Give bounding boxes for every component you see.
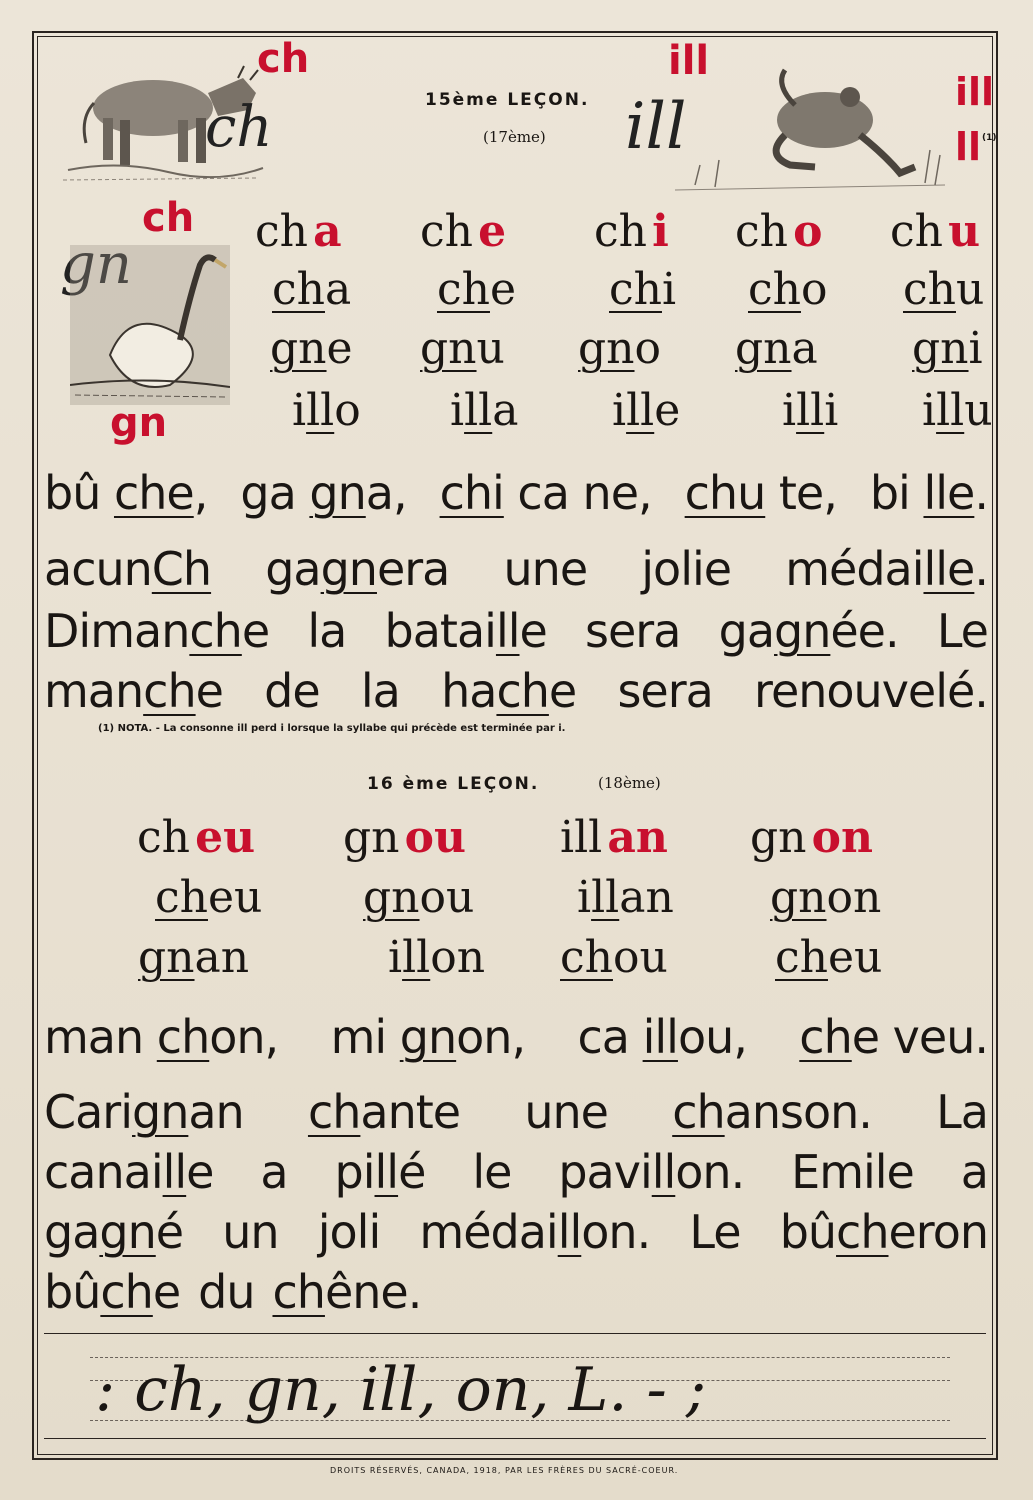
word-end: e veu. [851,1010,988,1064]
sentence-word [264,664,320,718]
word-underlined-part: ch [272,1265,325,1319]
syllable-rest: eu [207,872,263,923]
syllable-consonant: gn [750,812,807,863]
word [799,1010,988,1064]
word-start: mi [330,1010,400,1064]
syllable [922,385,993,436]
word-underlined-part: gn [399,1010,457,1064]
word-text: La [936,1085,988,1139]
syllable-underlined-part: ch [272,264,325,315]
word-text: sera [617,664,713,718]
cursive-practice-line: : ch, gn, ill, on, L. - ; [95,1355,707,1425]
word-text-end: an [188,1085,244,1139]
word [331,1010,526,1064]
sentence-word [198,1265,254,1319]
word [870,466,988,520]
word-end: on, [209,1010,279,1064]
syllable-underlined-part: ch [437,264,490,315]
word-text: jolie [641,542,732,596]
word-underlined-part: ll [495,604,520,658]
word-underlined-part: ch [836,1205,889,1259]
word-underlined-part: ch [156,1010,210,1064]
syllable-pair [750,812,873,863]
syllable-consonant: ch [594,206,647,257]
word-text-end: era [376,542,450,596]
syllable-rest: u [955,264,985,315]
sentence-word [44,1085,244,1139]
syllable-underlined-part: ll [306,385,335,436]
word-text: a [960,1145,988,1199]
word-underlined-part: ll [374,1145,399,1199]
word-text: médai [785,542,924,596]
sentence-word [385,604,547,658]
word-text: man [44,664,144,718]
syllable-rest: u [476,323,505,374]
syllable-pair [594,206,669,257]
sentence-word [936,1085,988,1139]
syllable-rest: ou [419,872,475,923]
word-underlined-part: ch [100,1265,153,1319]
syllable-pair [560,812,668,863]
syllable [138,932,249,983]
syllable-rest: i [824,385,839,436]
sentence-word [754,664,988,718]
syllable-vowel: u [948,206,981,257]
syllable-underlined-part: ch [748,264,801,315]
word-text: une [524,1085,608,1139]
sentence-word [441,664,576,718]
syllable-underlined-part: ll [402,932,431,983]
syllable-underlined-part: gn [912,323,969,374]
sentence-word [44,542,211,596]
syllable-underlined-part: gn [420,323,477,374]
syllable-pair [735,206,822,257]
syllable [612,385,680,436]
syllable-rest: e [326,323,353,374]
word-text: bû [44,1265,101,1319]
sentence-word [307,604,346,658]
word-text: le [472,1145,512,1199]
lesson15-sentence-line-3 [44,664,988,718]
left-print-gn: gn [110,400,168,446]
syllable-consonant: ch [255,206,308,257]
syllable-rest: u [964,385,993,436]
word-text: pavi [558,1145,652,1199]
syllable [270,323,353,374]
word-start: bi [869,466,924,520]
word-text: joli [317,1205,381,1259]
lesson15-subtitle: (17ème) [483,128,546,146]
word-text: Cari [44,1085,132,1139]
word-text-end: anson. [724,1085,872,1139]
word-text-end: e [241,604,270,658]
syllable-vowel: o [793,206,823,257]
syllable [437,264,516,315]
lesson15-sentence-line-1 [44,542,988,596]
word-underlined-part: ch [143,664,196,718]
word-start: ca [577,1010,643,1064]
sentence-word [361,664,400,718]
syllable-underlined-part: ch [775,932,828,983]
sentence-word [791,1145,914,1199]
sentence-word [672,1085,872,1139]
word-start: bû [44,466,114,520]
word-text: la [307,604,347,658]
syllable-underlined-part: ch [609,264,662,315]
syllable-rest: ou [612,932,668,983]
syllable-vowel: i [652,206,669,257]
syllable-consonant: ch [137,812,190,863]
word-text-end: e [186,1145,214,1199]
word [240,466,406,520]
word-underlined-part: lle [923,542,975,596]
lesson16-sentence-line-2 [44,1145,988,1199]
word-start: ga [240,466,310,520]
frog-illustration [675,55,950,195]
sentence-word [419,1205,650,1259]
syllable-underlined-part: gn [270,323,327,374]
word-underlined-part: ill [642,1010,678,1064]
syllable-vowel: e [478,206,507,257]
syllable-rest: o [634,323,662,374]
word-underlined-part: gn [132,1085,189,1139]
syllable [155,872,262,923]
syllable-consonant: gn [343,812,400,863]
word-text: Le [936,604,988,658]
word-text-end: e [548,664,577,718]
syllable [912,323,983,374]
word [44,466,207,520]
syllable-rest: e [489,264,517,315]
syllable [748,264,827,315]
word-underlined-part: ll [651,1145,676,1199]
syllable [577,872,674,923]
syllable-pair [137,812,255,863]
sentence-word [44,604,269,658]
corner-right-stack-ll: ll [955,125,982,169]
sentence-word [689,1205,740,1259]
syllable-underlined-part: ch [155,872,208,923]
syllable-rest: a [324,264,352,315]
syllable-pair [420,206,506,257]
syllable [609,264,676,315]
word-text: la [360,664,400,718]
word-underlined-part: che [113,466,194,520]
word-text-end: e [519,604,547,658]
syllable-underlined-part: gn [578,323,635,374]
syllable [578,323,661,374]
syllable-rest: a [791,323,818,374]
word-text-end: é [155,1205,184,1259]
word [440,466,652,520]
corner-right-print: ill [668,38,710,84]
corner-right-cursive: ill [625,90,687,164]
syllable-rest: an [619,872,674,923]
word [578,1010,747,1064]
lesson16-title: 16 ème LEÇON. [367,774,540,794]
word-text-end: eron [888,1205,988,1259]
word-text-end: e [195,664,223,718]
syllable-underlined-part: ll [591,872,620,923]
word-text: une [503,542,588,596]
word-underlined-part: ch [496,664,549,718]
word-text: un [222,1205,279,1259]
word [685,466,837,520]
syllable-consonant: ch [420,206,473,257]
syllable-vowel: on [811,812,873,863]
word-text-end: êne. [324,1265,422,1319]
word-underlined-part: ll [557,1205,582,1259]
word-text-end: ante [360,1085,461,1139]
word-end: ou, [677,1010,747,1064]
word-underlined-part: ch [307,1085,361,1139]
word-text: canai [44,1145,163,1199]
sentence-word [265,542,449,596]
lesson15-title: 15ème LEÇON. [425,90,590,110]
lesson16-sentence-line-4 [44,1265,421,1319]
sentence-word [335,1145,426,1199]
word-underlined-part: gn [320,542,377,596]
corner-left-print: ch [257,36,310,82]
sentence-word [222,1205,278,1259]
sentence-word [472,1145,511,1199]
syllable-rest: on [826,872,882,923]
syllable-pair [890,206,980,257]
lesson16-sentence-line-1 [44,1085,988,1139]
word-text: a [260,1145,288,1199]
sentence-word [44,1265,180,1319]
nota-marker: (1) [982,133,997,143]
syllable-rest: eu [827,932,883,983]
swan-illustration [70,245,230,405]
syllable-prefix: i [612,385,627,436]
lesson16-subtitle: (18ème) [598,774,661,792]
word-underlined-part: ch [672,1085,725,1139]
syllable [388,932,485,983]
word-text-end: é [398,1145,426,1199]
word-start: man [44,1010,157,1064]
sentence-word [44,1205,183,1259]
syllable-underlined-part: ll [796,385,825,436]
sentence-word [44,664,223,718]
syllable-vowel: ou [404,812,466,863]
syllable [735,323,818,374]
left-print-ch: ch [142,195,195,241]
syllable-pair [255,206,342,257]
sentence-word [272,1265,421,1319]
syllable-rest: e [654,385,681,436]
word-text: ha [441,664,497,718]
word-end: a, [365,466,407,520]
word-underlined-part: chu [684,466,766,520]
syllable-rest: i [661,264,677,315]
syllable-underlined-part: ll [626,385,655,436]
syllable-prefix: i [577,872,592,923]
copyright-footer: DROITS RÉSERVÉS, CANADA, 1918, PAR LES FRÈRES DU SACRÉ-COEUR. [330,1466,679,1475]
syllable [272,264,351,315]
word-text-end: ée. [830,604,899,658]
word [44,1010,278,1064]
word-text: Emile [791,1145,914,1199]
word-text: pi [334,1145,375,1199]
syllable-underlined-part: gn [138,932,195,983]
word-text: acun [44,542,152,596]
syllable-underlined-part: gn [770,872,827,923]
word-text: médai [419,1205,558,1259]
word-end: on, [456,1010,526,1064]
syllable-underlined-part: ll [936,385,965,436]
sentence-word [937,604,988,658]
nota-footnote: (1) NOTA. - La consonne ill perd i lorsque la syllabe qui précède est terminée par i. [98,723,566,734]
syllable [782,385,838,436]
sentence-word [308,1085,460,1139]
syllable-underlined-part: gn [363,872,420,923]
word-text: renouvelé. [754,664,988,718]
syllable-vowel: eu [195,812,256,863]
word-text: ga [265,542,321,596]
syllable-prefix: i [388,932,403,983]
corner-left-cursive: ch [205,95,273,160]
syllable-rest: an [194,932,250,983]
word-underlined-part: chi [439,466,504,520]
word-underlined-part: gn [309,466,366,520]
syllable-rest: o [334,385,361,436]
sentence-word [585,604,680,658]
word-text-end: e [152,1265,181,1319]
syllable-vowel: an [607,812,668,863]
sentence-word [780,1205,988,1259]
syllable [292,385,361,436]
word-underlined-part: gn [99,1205,156,1259]
sentence-word [641,542,731,596]
sentence-word [558,1145,744,1199]
word-text-end: . [974,542,988,596]
syllable-underlined-part: ch [560,932,613,983]
syllable-prefix: i [922,385,937,436]
sentence-word [260,1145,287,1199]
sentence-word [524,1085,608,1139]
word-text: Le [689,1205,741,1259]
syllable-consonant: ill [560,812,603,863]
syllable-vowel: a [313,206,342,257]
word-text: sera [585,604,681,658]
word-text: ga [44,1205,100,1259]
lesson16-sentence-line-3 [44,1205,988,1259]
word-underlined-part: Ch [151,542,212,596]
syllable-underlined-part: gn [735,323,792,374]
word-text: bû [779,1205,837,1259]
syllable [450,385,518,436]
syllable [363,872,474,923]
sentence-word [318,1205,380,1259]
syllable-prefix: i [450,385,465,436]
syllable-consonant: ch [890,206,943,257]
syllable [775,932,882,983]
word-text: batai [384,604,496,658]
word-text: Diman [44,604,190,658]
word-underlined-part: ch [189,604,242,658]
lesson16-words-line [44,1010,988,1064]
word-end: . [974,466,988,520]
sentence-word [785,542,988,596]
syllable-underlined-part: ch [903,264,956,315]
word-end: te, [765,466,837,520]
lesson15-words-line [44,466,988,520]
syllable-rest: o [800,264,828,315]
sentence-word [961,1145,988,1199]
syllable-prefix: i [782,385,797,436]
lesson15-sentence-line-2 [44,604,988,658]
word-text: du [198,1265,255,1319]
writing-area-top-rule [44,1333,986,1334]
syllable [560,932,668,983]
syllable [903,264,984,315]
word-underlined-part: lle [923,466,975,520]
word-end: ca ne, [503,466,652,520]
word-underlined-part: ll [162,1145,187,1199]
writing-area-bottom-rule [44,1438,986,1439]
corner-right-stack-ill: ill [955,70,995,114]
word-text-end: on. [675,1145,745,1199]
sentence-word [719,604,899,658]
word-underlined-part: ch [799,1010,852,1064]
syllable [420,323,505,374]
syllable-consonant: ch [735,206,788,257]
sentence-word [44,1145,213,1199]
syllable-rest: i [968,323,983,374]
syllable [770,872,881,923]
word-underlined-part: gn [774,604,831,658]
word-text-end: on. [581,1205,651,1259]
sentence-word [617,664,712,718]
syllable-pair [343,812,466,863]
word-end: , [193,466,208,520]
syllable-prefix: i [292,385,307,436]
sentence-word [504,542,588,596]
syllable-rest: a [492,385,519,436]
word-text: ga [718,604,775,658]
left-cursive-gn: gn [60,232,132,297]
syllable-rest: on [430,932,486,983]
word-text: de [264,664,320,718]
syllable-underlined-part: ll [464,385,493,436]
